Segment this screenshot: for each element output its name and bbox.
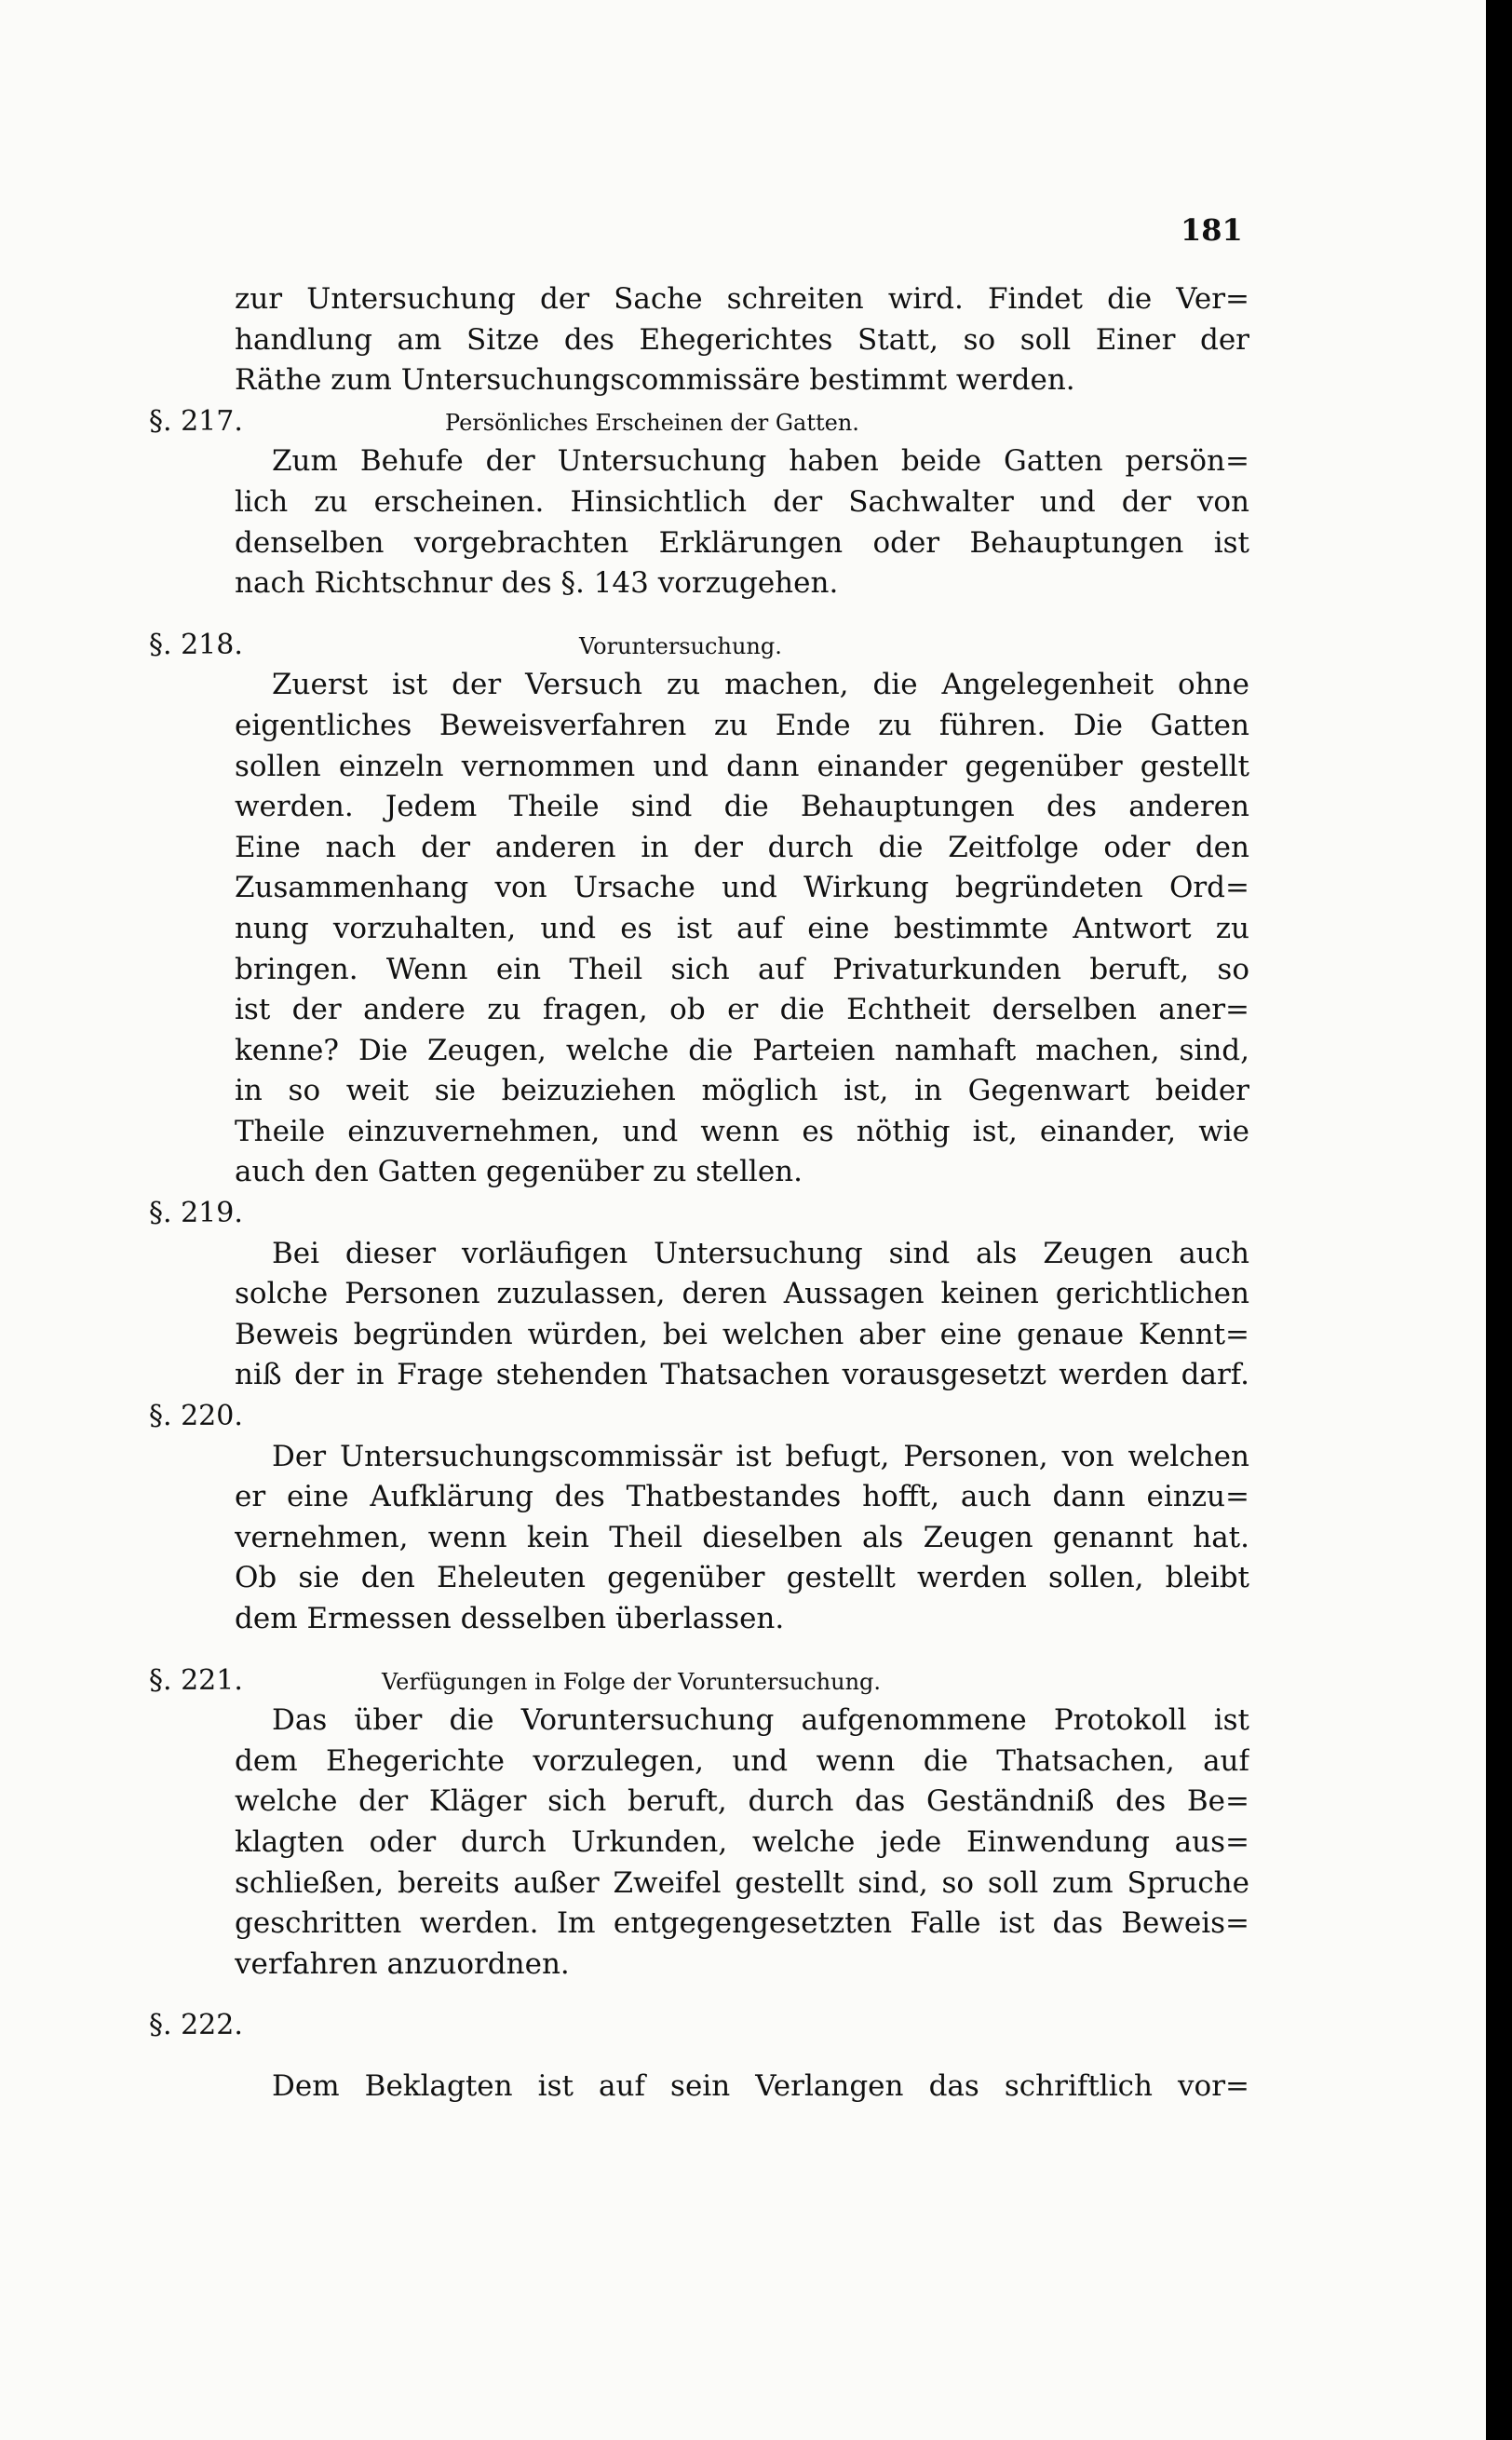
section-number: §. 217.	[149, 404, 243, 438]
section-title: Verfügungen in Folge der Voruntersuchung.	[382, 1668, 882, 1695]
section-218-heading	[149, 625, 1249, 666]
text-line: denselben vorgebrachten Erklärungen oder Behauptungen ist	[235, 525, 1249, 560]
text-line: welche der Kläger sich beruft, durch das Geständniß des Be=	[235, 1784, 1249, 1819]
text-line: Zuerst ist der Versuch zu machen, die Angelegenheit ohne	[272, 668, 1249, 702]
scan-edge	[1486, 0, 1512, 2440]
text-line: schließen, bereits außer Zweifel gestellt sind, so soll zum Spruche	[235, 1865, 1249, 1900]
text-line: Beweis begründen würden, bei welchen aber eine genaue Kennt=	[235, 1317, 1249, 1351]
text-line: solche Personen zuzulassen, deren Aussagen keinen gerichtlichen	[235, 1277, 1249, 1311]
text-line: nach Richtschnur des §. 143 vorzugehen.	[235, 566, 839, 601]
text-line: Dem Beklagten ist auf sein Verlangen das schriftlich vor=	[272, 2068, 1249, 2103]
text-line: geschritten werden. Im entgegengesetzten Falle ist das Beweis=	[235, 1906, 1249, 1941]
text-line: klagten oder durch Urkunden, welche jede Einwendung aus=	[235, 1824, 1249, 1859]
page-number: 181	[1181, 212, 1243, 248]
text-line: sollen einzeln vernommen und dann einander gegenüber gestellt	[235, 749, 1249, 783]
section-title: Voruntersuchung.	[579, 632, 782, 659]
section-number: §. 219.	[149, 1197, 243, 1230]
section-222-heading	[149, 2005, 1249, 2046]
section-number: §. 220.	[149, 1400, 243, 1433]
text-line: Bei dieser vorläufigen Untersuchung sind als Zeugen auch	[272, 1236, 1249, 1270]
text-line: werden. Jedem Theile sind die Behauptungen des anderen	[235, 790, 1249, 824]
text-line: in so weit sie beizuziehen möglich ist, in Gegenwart beider	[235, 1074, 1249, 1108]
text-line: Zusammenhang von Ursache und Wirkung begründeten Ord=	[235, 871, 1249, 905]
text-line: handlung am Sitze des Ehegerichtes Statt, so soll Einer der	[235, 322, 1249, 357]
text-line: Zum Behufe der Untersuchung haben beide Gatten persön=	[272, 444, 1249, 479]
section-220-heading	[149, 1396, 1249, 1437]
text-line: zur Untersuchung der Sache schreiten wird. Findet die Ver=	[235, 282, 1249, 316]
text-line: eigentliches Beweisverfahren zu Ende zu führen. Die Gatten	[235, 708, 1249, 742]
section-219-heading	[149, 1193, 1249, 1234]
text-line: Der Untersuchungscommissär ist befugt, Personen, von welchen	[272, 1439, 1249, 1473]
text-line: bringen. Wenn ein Theil sich auf Privaturkunden beruft, so	[235, 952, 1249, 986]
section-217-heading	[149, 401, 1249, 442]
text-line: ist der andere zu fragen, ob er die Echtheit derselben aner=	[235, 993, 1249, 1027]
section-title: Persönliches Erscheinen der Gatten.	[445, 409, 859, 436]
section-number: §. 222.	[149, 2009, 243, 2042]
text-line: Eine nach der anderen in der durch die Zeitfolge oder den	[235, 830, 1249, 864]
text-line: Ob sie den Eheleuten gegenüber gestellt werden sollen, bleibt	[235, 1561, 1249, 1595]
text-line: Räthe zum Untersuchungscommissäre bestimmt werden.	[235, 363, 1075, 398]
text-line: nung vorzuhalten, und es ist auf eine bestimmte Antwort zu	[235, 911, 1249, 945]
text-line: dem Ermessen desselben überlassen.	[235, 1602, 785, 1635]
text-line: kenne? Die Zeugen, welche die Parteien namhaft machen, sind,	[235, 1033, 1249, 1067]
text-line: lich zu erscheinen. Hinsichtlich der Sachwalter und der von	[235, 484, 1249, 519]
text-line: vernehmen, wenn kein Theil dieselben als Zeugen genannt hat.	[235, 1520, 1249, 1554]
text-line: dem Ehegerichte vorzulegen, und wenn die Thatsachen, auf	[235, 1743, 1249, 1778]
text-line: Theile einzuvernehmen, und wenn es nöthig ist, einander, wie	[235, 1114, 1249, 1148]
section-number: §. 221.	[149, 1663, 243, 1697]
section-number: §. 218.	[149, 628, 243, 661]
body-text	[149, 279, 1249, 2108]
text-line: verfahren anzuordnen.	[235, 1946, 570, 1981]
text-line: er eine Aufklärung des Thatbestandes hofft, auch dann einzu=	[235, 1480, 1249, 1514]
section-221-heading	[149, 1661, 1249, 1701]
text-line: auch den Gatten gegenüber zu stellen.	[235, 1155, 803, 1189]
text-line: niß der in Frage stehenden Thatsachen vorausgesetzt werden darf.	[235, 1358, 1249, 1392]
text-line: Das über die Voruntersuchung aufgenommene Protokoll ist	[272, 1703, 1249, 1738]
